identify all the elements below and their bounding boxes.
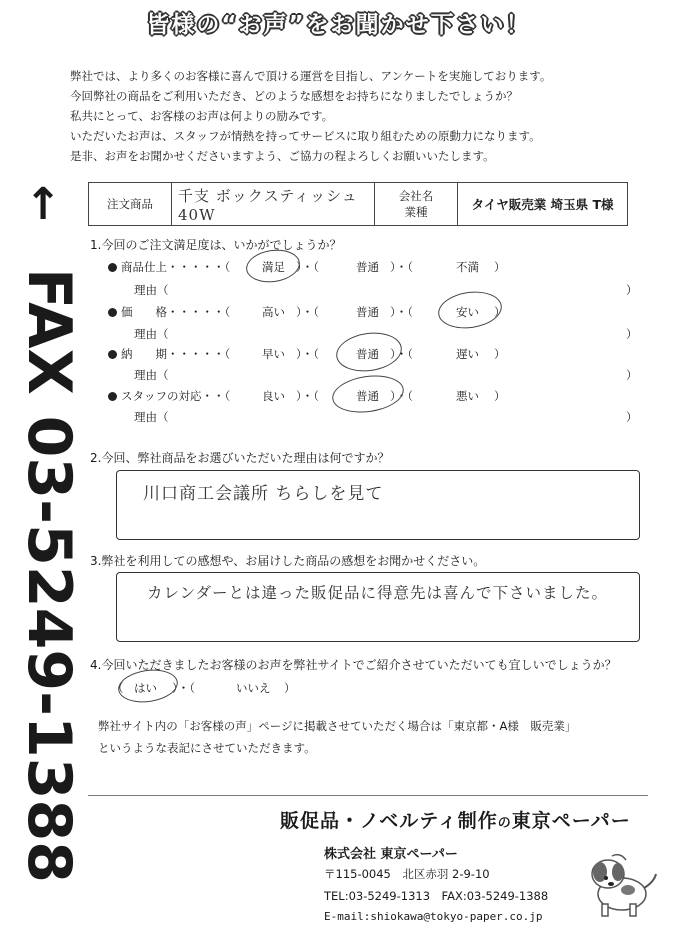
selection-circle <box>330 371 406 417</box>
reason-label: 理由（ <box>134 368 169 382</box>
q4-option-yes[interactable]: はい <box>134 681 157 695</box>
separator: ）・（ <box>296 389 319 403</box>
order-table <box>88 182 628 226</box>
reason-label: 理由（ <box>134 327 169 341</box>
fax-column <box>12 179 84 883</box>
row-label: スタッフの対応・・（ <box>121 389 231 403</box>
footer-divider <box>88 795 648 796</box>
q3-answer-box[interactable] <box>116 572 640 642</box>
separator: ）・（ <box>390 260 413 274</box>
company-address: 〒115-0045 北区赤羽 2-9-10 <box>324 867 490 881</box>
company-label-1: 会社名 <box>398 189 434 203</box>
bullet-icon <box>108 263 117 272</box>
q4-close-paren: ） <box>284 681 296 695</box>
q4-option-no[interactable]: いいえ <box>236 681 271 695</box>
intro-line-1: 弊社では、より多くのお客様に喜んで頂ける運営を目指し、アンケートを実施しております。 <box>70 69 552 83</box>
up-arrow-icon: ↑ <box>24 179 62 230</box>
separator-end: ） <box>494 347 506 361</box>
reason-close: ） <box>626 368 638 382</box>
product-value: 千支 ボックスティッシュ 40W <box>172 183 375 226</box>
option-high[interactable]: 高い <box>262 305 285 319</box>
option-good[interactable]: 良い <box>262 389 285 403</box>
row-label: 納 期・・・・・（ <box>121 347 231 361</box>
headline-particle: の <box>497 816 512 831</box>
reason-close: ） <box>626 283 638 297</box>
q4-note-2: というような表記にさせていただきます。 <box>98 741 316 755</box>
q4-question: 4.今回いただきましたお客様のお声を弊社サイトでご紹介させていただいても宜しいでしょうか？ <box>90 658 617 672</box>
q4-note-1: 弊社サイト内の「お客様の声」ページに掲載させていただく場合は「東京都・A様 販売業」 <box>98 719 577 733</box>
option-normal[interactable]: 普通 <box>356 347 379 361</box>
intro-line-2: 今回弊社の商品をご利用いただき、どのような感想をお持ちになりましたでしょうか？ <box>70 89 519 103</box>
option-slow[interactable]: 遅い <box>456 347 479 361</box>
headline-part-2: 東京ペーパー <box>511 810 631 832</box>
bullet-icon <box>108 308 117 317</box>
dog-mascot-icon <box>578 848 662 920</box>
separator-end: ） <box>494 305 506 319</box>
separator: ）・（ <box>296 305 319 319</box>
company-name: 株式会社 東京ペーパー <box>324 847 458 862</box>
option-normal[interactable]: 普通 <box>356 389 379 403</box>
company-tel-fax: TEL:03-5249-1313 FAX:03-5249-1388 <box>324 889 549 903</box>
option-normal[interactable]: 普通 <box>356 305 379 319</box>
separator-end: ） <box>494 389 506 403</box>
option-fast[interactable]: 早い <box>262 347 285 361</box>
bullet-icon <box>108 350 117 359</box>
intro-line-5: 是非、お声をお聞かせくださいますよう、ご協力の程よろしくお願いいたします。 <box>70 149 495 163</box>
separator: ）・（ <box>390 305 413 319</box>
q2-question: 2.今回、弊社商品をお選びいただいた理由は何ですか？ <box>90 451 390 465</box>
q1-row-quality <box>108 259 230 275</box>
reason-label: 理由（ <box>134 410 169 424</box>
option-satisfied[interactable]: 満足 <box>262 260 285 274</box>
q2-answer-box[interactable] <box>116 470 640 540</box>
q2-answer: 川口商工会議所 ちらしを見て <box>143 484 384 504</box>
company-label <box>375 183 458 226</box>
bullet-icon <box>108 392 117 401</box>
reason-close: ） <box>626 410 638 424</box>
company-email[interactable]: E-mail:shiokawa@tokyo-paper.co.jp <box>324 910 543 923</box>
separator: ）・（ <box>390 347 413 361</box>
separator: ）・（ <box>296 260 319 274</box>
q4-open-paren: （ <box>112 681 124 695</box>
q1-row-staff <box>108 388 230 404</box>
separator-end: ） <box>494 260 506 274</box>
reason-label: 理由（ <box>134 283 169 297</box>
company-value: タイヤ販売業 埼玉県 T様 <box>458 183 628 226</box>
separator: ）・（ <box>390 389 413 403</box>
selection-circle <box>436 288 504 333</box>
row-label: 商品仕上・・・・・（ <box>121 260 231 274</box>
q1-row-delivery <box>108 346 230 362</box>
headline-part-1: 販促品・ノベルティ制作 <box>280 810 498 832</box>
row-label: 価 格・・・・・（ <box>121 305 231 319</box>
separator: ）・（ <box>296 347 319 361</box>
selection-circle <box>334 329 405 376</box>
intro-line-4: いただいたお声は、スタッフが情熱を持ってサービスに取り組むための原動力になります。 <box>70 129 541 143</box>
intro-line-3: 私共にとって、お客様のお声は何よりの励みです。 <box>70 109 334 123</box>
option-normal[interactable]: 普通 <box>356 260 379 274</box>
separator: ）・（ <box>172 681 195 695</box>
option-bad[interactable]: 悪い <box>456 389 479 403</box>
option-dissatisfied[interactable]: 不満 <box>456 260 479 274</box>
q3-question: 3.弊社を利用しての感想や、お届けした商品の感想をお聞かせください。 <box>90 554 486 568</box>
option-cheap[interactable]: 安い <box>456 305 479 319</box>
q1-question: 1.今回のご注文満足度は、いかがでしょうか？ <box>90 238 342 252</box>
footer-headline <box>280 806 631 833</box>
page-title: 皆様の“お声”をお聞かせ下さい！ <box>146 12 531 38</box>
fax-number: FAX 03-5249-1388 <box>14 268 84 883</box>
product-label: 注文商品 <box>89 183 172 226</box>
reason-close: ） <box>626 327 638 341</box>
q1-row-price <box>108 304 230 320</box>
q3-answer: カレンダーとは違った販促品に得意先は喜んで下さいました。 <box>147 584 608 602</box>
company-label-2: 業種 <box>404 205 428 219</box>
